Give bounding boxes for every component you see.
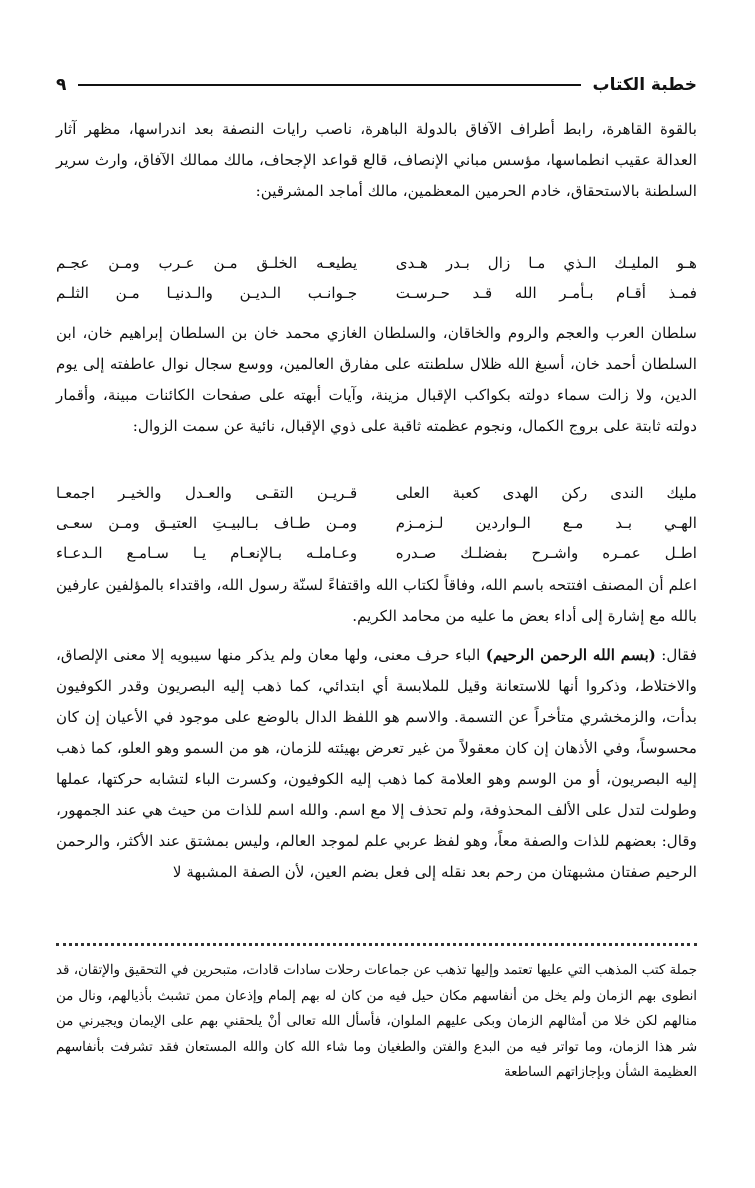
poem-line: [56, 278, 697, 308]
poem-line: [56, 538, 697, 568]
poem-hemistich-right: هـو المليـك الـذي مـا زال بـدر هـدى: [395, 254, 697, 272]
page-number: ٩: [56, 75, 67, 95]
poem-hemistich-right: فمـذ أقـام بـأمـر الله قـد حـرسـت: [395, 284, 697, 302]
paragraph-praise: [56, 114, 697, 266]
poem-block-1: [56, 248, 697, 308]
basmala-phrase: (بسم الله الرحمن الرحيم): [485, 646, 656, 664]
poem-hemistich-right: مليك الندى ركن الهدى كعبة العلى: [395, 484, 697, 502]
paragraph-text: بالقوة القاهرة، رابط أطراف الآفاق بالدولة الباهرة، ناصب رايات النصفة بعد اندراسها، مظهر آثار العدالة عقيب انطماسها، مؤسس مباني الإنصاف، قالع قواعد الإجحاف، مالك ممالك الآفاق، وارث سرير السلطنة بالاستحقاق، خادم الحرمين المعظمين، مالك أماجد المشرقين:: [56, 120, 697, 200]
paragraph-text: اعلم أن المصنف افتتحه باسم الله، وفاقاً لكتاب الله واقتفاءً لسنّة رسول الله، واقتداء بالمؤلفين عارفين بالله مع إشارة إلى أداء بعض ما عليه من محامد الكريم.: [56, 576, 697, 625]
paragraph-introduction: [56, 570, 697, 630]
footnote-text: جملة كتب المذهب التي عليها تعتمد وإليها تذهب عن جماعات رحلات سادات قادات، متبحرين في التحقيق والإتقان، قد انطوى بهم الزمان ولم يخل من أنفاسهم مكان حيل فيه من كان له بهم إلمام وإذعان ممن تشبث بأذيالهم، ونال من منالهم لكن خلا من أمثالهم الزمان وبكى عليهم الملوان، فأسأل الله تعالى أنْ يلحقني بهم على الإيمان ويجيرني من شر هذا الزمان، وما تواتر فيه من البدع والفتن والطغيان وما شاء الله كان والله المستعان فقد تشرفت بأنفاسهم العظيمة الشأن وبإجازاتهم الساطعة: [56, 963, 697, 1080]
poem-hemistich-left: جـوانـب الـديـن والـدنيـا مـن الثلـم: [56, 284, 358, 302]
poem-hemistich-left: يطيعـه الخلـق مـن عـرب ومـن عجـم: [56, 254, 358, 272]
poem-hemistich-left: ومـن طـاف بـالبيـتِ العتيـق ومـن سعـى: [56, 514, 358, 532]
poem-hemistich-left: قـريـن التقـى والعـدل والخيـر اجمعـا: [56, 484, 358, 502]
paragraph-basmala: [56, 640, 697, 950]
poem-line: [56, 478, 697, 508]
paragraph-text: سلطان العرب والعجم والروم والخاقان، والسلطان الغازي محمد خان بن السلطان إبراهيم خان، ابن السلطان أحمد خان، أسبغ الله ظلال سلطنته على مفارق العالمين، ووسع سجال نوال عاطفته إلى يوم الدين، ولا زالت سماء دولته بكواكب الإقبال مزينة، وآيات أبهته على صفحات الكائنات مبينة، وأقمار دولته ثابتة على بروج الكمال، ونجوم عظمته ثاقبة على ذوي الإقبال، نائية عن سمت الزوال:: [56, 324, 697, 435]
paragraph-text: [56, 640, 697, 888]
footnote: [56, 958, 697, 1086]
chapter-title: خطبة الكتاب: [592, 75, 697, 95]
header-rule: [78, 84, 580, 86]
paragraph-body: الباء حرف معنى، ولها معان ولم يذكر منها سيبويه إلا معنى الإلصاق، والاختلاط، وذكروا أنها للاستعانة وقيل للملابسة أي ابتدائي، كما ذهب إليه البصريون وقدر الكوفيون بدأت، والزمخشري متأخراً عن التسمة. والاسم هو اللفظ الدال بالوضع على موجود في الأعيان إن كان محسوساً، وفي الأذهان إن كان معقولاً من غير تعرض بهيئته للزمان، هو من السمو وهو العلو، كما ذهب إليه البصريون، أو من الوسم وهو العلامة كما ذهب إليه الكوفيون، وكسرت الباء لتشابه حركتها، عملها وطولت لتدل على الألف المحذوفة، ولم تحذف إلا مع اسم. والله اسم للذات من حيث هي عند الجمهور، وقال: بعضهم للذات والصفة معاً، وهو لفظ عربي علم لموجد العالم، وليس بمشتق عند الأكثر، والرحمن الرحيم صفتان مشبهتان من رحم بعد نقله إلى فعل بضم العين، لأن الصفة المشبهة لا: [56, 646, 697, 881]
poem-line: [56, 248, 697, 278]
poem-block-2: [56, 478, 697, 568]
paragraph-sultan: [56, 318, 697, 478]
poem-hemistich-right: اطـل عمـره واشـرح بفضلـك صـدره: [395, 544, 697, 562]
running-header: [56, 68, 697, 102]
footnote-separator: [56, 935, 697, 946]
poem-hemistich-left: وعـاملـه بـالإنعـام يـا سـامـع الـدعـاء: [56, 544, 358, 562]
poem-hemistich-right: الهـي بـد مـع الـواردين لـزمـزم: [395, 514, 697, 532]
paragraph-intro: فقال:: [655, 646, 697, 664]
poem-line: [56, 508, 697, 538]
